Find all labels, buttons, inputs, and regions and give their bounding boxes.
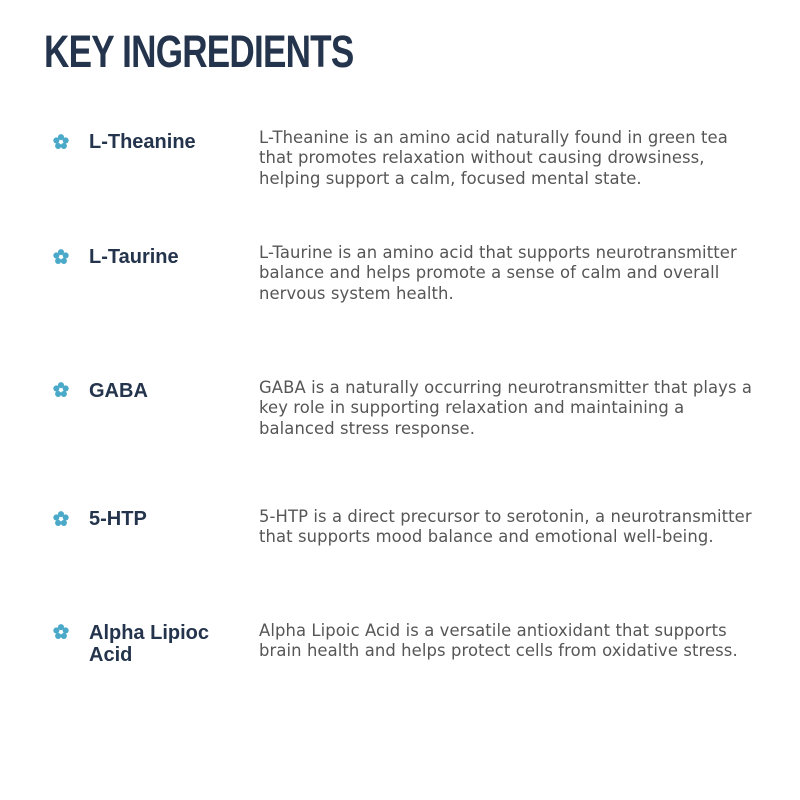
flower-icon [52, 381, 70, 399]
flower-icon [52, 623, 70, 641]
ingredient-description: L-Theanine is an amino acid naturally found in green tea that promotes relaxation without causing drowsiness, helping support a calm, focused mental state. [259, 128, 728, 188]
flower-icon [52, 248, 70, 266]
page-title: KEY INGREDIENTS [44, 26, 354, 77]
ingredient-description: L-Taurine is an amino acid that supports neurotransmitter balance and helps promote a sense of calm and overall nervous system health. [259, 243, 737, 303]
ingredient-description: GABA is a naturally occurring neurotransmitter that plays a key role in supporting relaxation and maintaining a balanced stress response. [259, 378, 753, 438]
ingredient-description: Alpha Lipoic Acid is a versatile antioxidant that supports brain health and helps protect cells from oxidative stress. [259, 621, 738, 661]
ingredient-description: 5-HTP is a direct precursor to serotonin, a neurotransmitter that supports mood balance and emotional well-being. [259, 507, 752, 547]
ingredient-name: 5-HTP [89, 508, 147, 530]
flower-icon [52, 510, 70, 528]
flower-icon [52, 133, 70, 151]
ingredient-name: Alpha Lipioc Acid [89, 622, 209, 666]
ingredient-name: L-Taurine [89, 246, 179, 268]
ingredient-name: L-Theanine [89, 131, 196, 153]
ingredient-name: GABA [89, 380, 148, 402]
